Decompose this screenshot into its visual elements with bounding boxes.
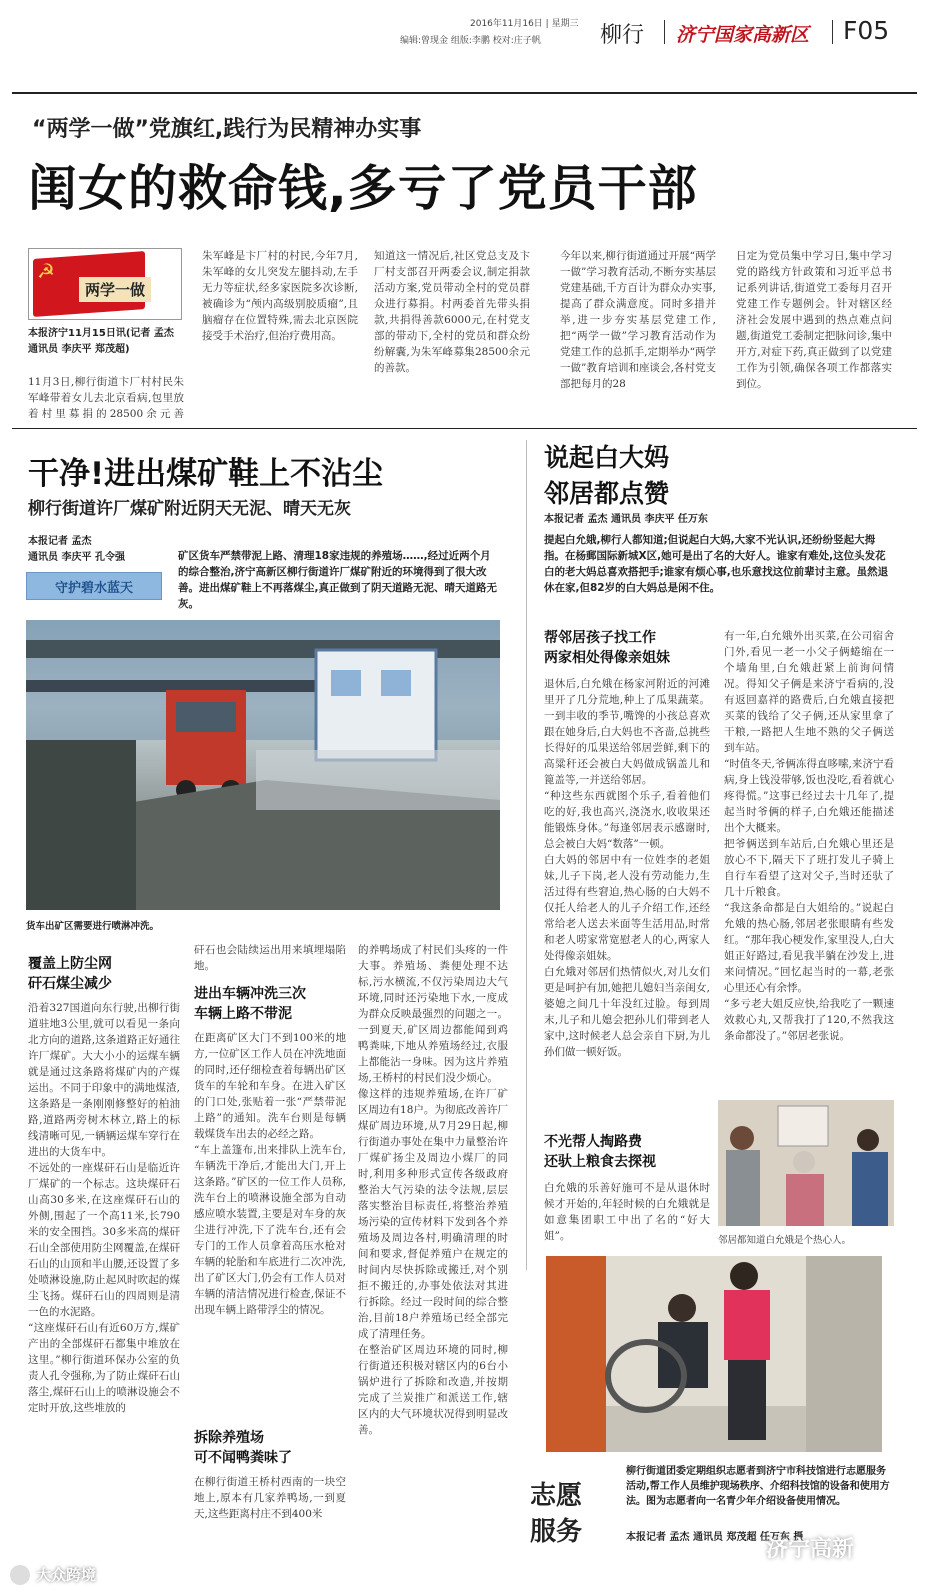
- party-emblem-icon: ☭: [37, 259, 55, 283]
- volunteer-caption: 柳行街道团委定期组织志愿者到济宁市科技馆进行志愿服务活动,帮工作人员维护现场秩序、介绍科技馆的设备和使用方法。图为志愿者向一名青少年介绍设备使用情况。: [626, 1466, 890, 1507]
- coal-col2-bottom: 在柳行街道王桥村西南的一块空地上,原本有几家养鸭场,一到夏天,这些距离村庄不到400米: [194, 1476, 346, 1520]
- section-rule: [12, 428, 917, 429]
- grandma-byline: 本报记者 孟杰 通讯员 李庆平 任万东: [544, 514, 708, 525]
- header-rule: [12, 92, 917, 94]
- header-divider: [664, 20, 665, 44]
- blue-sky-badge: 守护碧水蓝天: [26, 572, 162, 600]
- issue-date: 2016年11月16日 | 星期三: [470, 19, 579, 29]
- lead-headline: 闺女的救命钱,多亏了党员干部: [28, 160, 698, 217]
- lead-col3: 知道这一情况后,社区党总支及卞厂村支部召开两委会议,制定捐款活动方案,党员带动全村的党员群众进行募捐。村两委首先带头捐款,共捐得善款6000元,在村党支部的带动下,全村的党员和群众纷纷解囊,为朱军峰募集28500余元的善款。: [374, 250, 530, 374]
- badge-text: 两学一做: [79, 277, 151, 302]
- weekday: 星期三: [551, 19, 579, 29]
- page-number: F05: [843, 16, 890, 45]
- truck-wash-photo: [26, 620, 500, 910]
- header-divider-2: [832, 20, 833, 44]
- volunteer-illustration: [546, 1256, 882, 1452]
- lead-kicker: “两学一做”党旗红,践行为民精神办实事: [32, 117, 422, 142]
- grandma-lead: 提起白允娥,柳行人都知道;但说起白大妈,大家不光认识,还纷纷竖起大拇指。在杨郵国际新城X区,她可是出了名的大好人。谁家有难处,这位头发花白的老大妈总喜欢搭把手;谁家有烦心事,也乐意找这位前辈讨主意。虽然退休在家,但82岁的白大妈总是闲不住。: [544, 534, 889, 594]
- slogan-logo: 济宁国家高新区: [676, 24, 810, 46]
- coal-byline-1: 本报记者 孟杰: [28, 536, 92, 547]
- grandma-col1-bottom: 白允娥的乐善好施可不是从退休时候才开始的,年轻时候的白允娥就是如意集团职工中出了名的“好大姐”。: [544, 1182, 710, 1242]
- coal-byline-2: 通讯员 李庆平 孔令强: [28, 552, 125, 563]
- two-learn-badge: [28, 248, 182, 320]
- coal-col2: 在距离矿区大门不到100米的地方,一位矿区工作人员在冲洗地面的同时,还仔细检查着每辆出矿区货车的车轮和车身。在进入矿区的门口处,张贴着一张“严禁带泥上路”的通知。洗车台则是每辆载煤货车出去的必经之路。 “车上盖篷布,出来排队上洗车台,车辆洗干净后,才能出大门,开上这条路。”矿区的一位工作人员称,洗车台上的喷淋设施全部为自动感应喷水装置,主要是对车身的灰尘进行冲洗,下了洗车台,还有会专门的工作人员拿着高压水枪对车辆的轮胎和车底进行二次冲洗,出了矿区大门,仍会有工作人员对车辆的清洁情况进行检查,保证不出现车辆上路带浮尘的情况。: [194, 1032, 346, 1316]
- volunteer-photo: [546, 1256, 882, 1452]
- grandma-sub-heading-2: 不光帮人掏路费 还驮上粮食去探视: [544, 1134, 656, 1170]
- section-name: 柳行: [600, 23, 645, 48]
- watermark-right: 济宁高新: [766, 1537, 855, 1562]
- neighbors-illustration: [718, 1100, 894, 1226]
- grandma-col2: 有一年,白允娥外出买菜,在公司宿舍门外,看见一老一小父子俩蜷缩在一个墙角里,白允娥赶紧上前询问情况。得知父子俩是来济宁看病的,没有返回嘉祥的路费后,白允娥直接把买菜的钱给了父子俩,还从家里拿了干粮,一路把人生地不熟的父子俩送到车站。 “时值冬天,爷俩冻得直哆嗦,来济宁看病,身上钱没带够,饭也没吃,看着就心疼得慌。”这事已经过去十几年了,提起当时爷俩的样子,白允娥还能描述出个大概来。 把爷俩送到车站后,白允娥心里还是放心不下,隔天下了班打发儿子骑上自行车看望了这对父子,当时还驮了几十斤粮食。 “我这条命都是白大姐给的。”说起白允娥的热心肠,邻居老张眼睛有些发红。“那年我心梗发作,家里没人,白大姐正好路过,看见我半躺在沙发上,进来问情况。”回忆起当时的一幕,老张心里还心有余悸。 “多亏老大姐反应快,给我吃了一颗速效救心丸,又帮我打了120,不然我这条命都没了。”邻居老张说。: [724, 630, 894, 1042]
- grandma-headline-2: 邻居都点赞: [544, 479, 670, 508]
- coal-col2-top: 矸石也会陆续运出用来填埋塌陷地。: [194, 944, 346, 972]
- grandma-headline-1: 说起白大妈: [544, 443, 670, 472]
- coal-headline: 干净!进出煤矿鞋上不沾尘: [28, 456, 384, 492]
- lead-col5: 日定为党员集中学习日,集中学习党的路线方针政策和习近平总书记系列讲话,街道党工委每月召开党建工作专题例会。针对辖区经济社会发展中遇到的热点难点问题,街道党工委制定把脉问诊,集中开方,对症下药,真正做到了以党建工作为引领,确保各项工作都落实到位。: [736, 250, 892, 390]
- watermark-left-text: 大众跨境: [36, 1566, 97, 1584]
- editor-credits: 编辑:曾现金 组版:李鹏 校对:庄子帆: [400, 36, 541, 46]
- grandma-col1: 退休后,白允娥在杨家河附近的河滩里开了几分荒地,种上了瓜果蔬菜。一到丰收的季节,嘴馋的小孩总喜欢跟在她身后,白大妈也不吝啬,总挑些长得好的瓜果送给邻居尝鲜,剩下的高粱秆还会被白大妈做成锅盖儿和篦盖等,一并送给邻居。 “种这些东西就图个乐子,看着他们吃的好,我也高兴,浇浇水,收收果还能锻炼身体。”每逢邻居表示感谢时,总会被白大妈“数落”一顿。 白大妈的邻居中有一位姓李的老姐妹,儿子下岗,老人没有劳动能力,生活过得有些窘迫,热心肠的白大妈不仅托人给老人的儿子介绍工作,还经常给老人送去米面等生活用品,时常和老人唠家常宽慰老人的心,两家人处得像亲姐妹。 白允娥对邻居们热情似火,对儿女们更是呵护有加,她把儿媳妇当亲闺女,婆媳之间几十年没红过脸。每到周末,儿子和儿媳会把孙儿们带到老人家中,这时候老人总会亲自下厨,为儿孙们做一顿好饭。: [544, 678, 710, 1058]
- coal-subheadline: 柳行街道许厂煤矿附近阴天无泥、晴天无灰: [28, 499, 351, 519]
- truck-wash-illustration: [26, 620, 500, 910]
- coal-sub-heading-1: 覆盖上防尘网 矸石煤尘减少: [28, 956, 112, 992]
- coal-lead: 矿区货车严禁带泥上路、清理18家违规的养殖场……,经过近两个月的综合整治,济宁高新区柳行街道许厂煤矿附近的环境得到了很大改善。进出煤矿鞋上不再落煤尘,真正做到了阴天道路无泥、晴天道路无灰。: [178, 550, 497, 610]
- lead-dateline: 本报济宁11月15日讯(记者 孟杰 通讯员 李庆平 郑茂超): [28, 328, 174, 355]
- coal-col1: 沿着327国道向东行驶,出柳行街道驻地3公里,就可以看见一条向北方向的道路,这条道路正好通往许厂煤矿。大大小小的运煤车辆就是通过这条路将煤矿内的产煤运出。不同于印象中的满地煤渣,这条路是一条刚刚修整好的柏油路,道路两旁树木林立,路上的标线清晰可见,一辆辆运煤车穿行在进出的大货车中。 不远处的一座煤矸石山是临近许厂煤矿的一个标志。这块煤矸石山高30多米,在这座煤矸石山的外侧,围起了一个高11米,长790米的安全围挡。30多米高的煤矸石山全部使用防尘网覆盖,在煤矸石山的山顶和半山腰,还设置了多处喷淋设施,防止起风时吹起的煤尘飞扬。煤矸石山的四周则是清一色的水泥路。 “这座煤矸石山有近60万方,煤矿产出的全部煤矸石都集中堆放在这里。”柳行街道环保办公室的负责人孔令强称,为了防止煤矸石山落尘,煤矸石山上的喷淋设施会不定时开放,这些堆放的: [28, 1002, 180, 1414]
- date: 2016年11月16日: [470, 19, 543, 29]
- lead-col4: 今年以来,柳行街道通过开展“两学一做”学习教育活动,不断夯实基层党建基础,千方百计为群众办实事,提高了群众满意度。同时多措并举,进一步夯实基层党建工作,把“两学一做”学习教育活动作为党建工作的总抓手,定期举办“两学一做”教育培训和座谈会,各村党支部把每月的28: [560, 250, 716, 390]
- coal-col3: 的养鸭场成了村民们头疼的一件大事。养殖场、粪便处理不达标,污水横流,不仅污染周边大气环境,同时还污染地下水,一度成为群众反映最强烈的问题之一。一到夏天,矿区周边都能闻到鸡鸭粪味,下地从养殖场经过,衣服上都能沾一身味。因为这片养殖场,王桥村的村民们没少烦心。 像这样的违规养殖场,在许厂矿区周边有18户。为彻底改善许厂煤矿周边环境,从7月29日起,柳行街道办事处在集中力量整治许厂煤矿扬尘及周边小煤厂的同时,利用多种形式宣传各级政府整治大气污染的法令法规,层层落实整治目标责任,将整治养殖场污染的宣传材料下发到各个养殖场及周边各村,明确清理的时间和要求,督促养殖户在规定的时间内尽快拆除或搬迁,对个别拒不搬迁的,办事处依法对其进行拆除。经过一段时间的综合整治,目前18户养殖场已经全部完成了清理任务。 在整治矿区周边环境的同时,柳行街道还积极对辖区内的6台小锅炉进行了拆除和改造,并按期完成了兰炭推广和派送工作,辖区内的大气环境状况得到明显改善。: [358, 944, 508, 1436]
- column-divider: [526, 440, 527, 1270]
- watermark-logo-icon: [10, 1565, 30, 1585]
- coal-sub-heading-2: 进出车辆冲洗三次 车辆上路不带泥: [194, 986, 306, 1022]
- neighbors-photo-caption: 邻居都知道白允娥是个热心人。: [718, 1235, 852, 1246]
- lead-col2: 朱军峰是卞厂村的村民,今年7月,朱军峰的女儿突发左腿抖动,左手无力等症状,经多家医院多次诊断,被确诊为“颅内高级别胶质瘤”,且脑瘤存在位置特殊,需去北京医院接受手术治疗,但治疗费用高。: [202, 250, 358, 342]
- volunteer-byline: 本报记者 孟杰 通讯员 郑茂超 任万东 摄: [626, 1532, 804, 1543]
- neighbors-photo: [718, 1100, 894, 1226]
- coal-sub-heading-3: 拆除养殖场 可不闻鸭粪味了: [194, 1430, 292, 1466]
- lead-col1: 11月3日,柳行街道卞厂村村民朱军峰带着女儿去北京看病,包里放着村里募捐的28500余元善: [28, 376, 184, 418]
- watermark-left: [10, 1564, 96, 1585]
- volunteer-label: 志愿 服务: [530, 1481, 583, 1547]
- truck-photo-caption: 货车出矿区需要进行喷淋冲洗。: [26, 921, 160, 932]
- grandma-sub-heading-1: 帮邻居孩子找工作 两家相处得像亲姐妹: [544, 630, 670, 666]
